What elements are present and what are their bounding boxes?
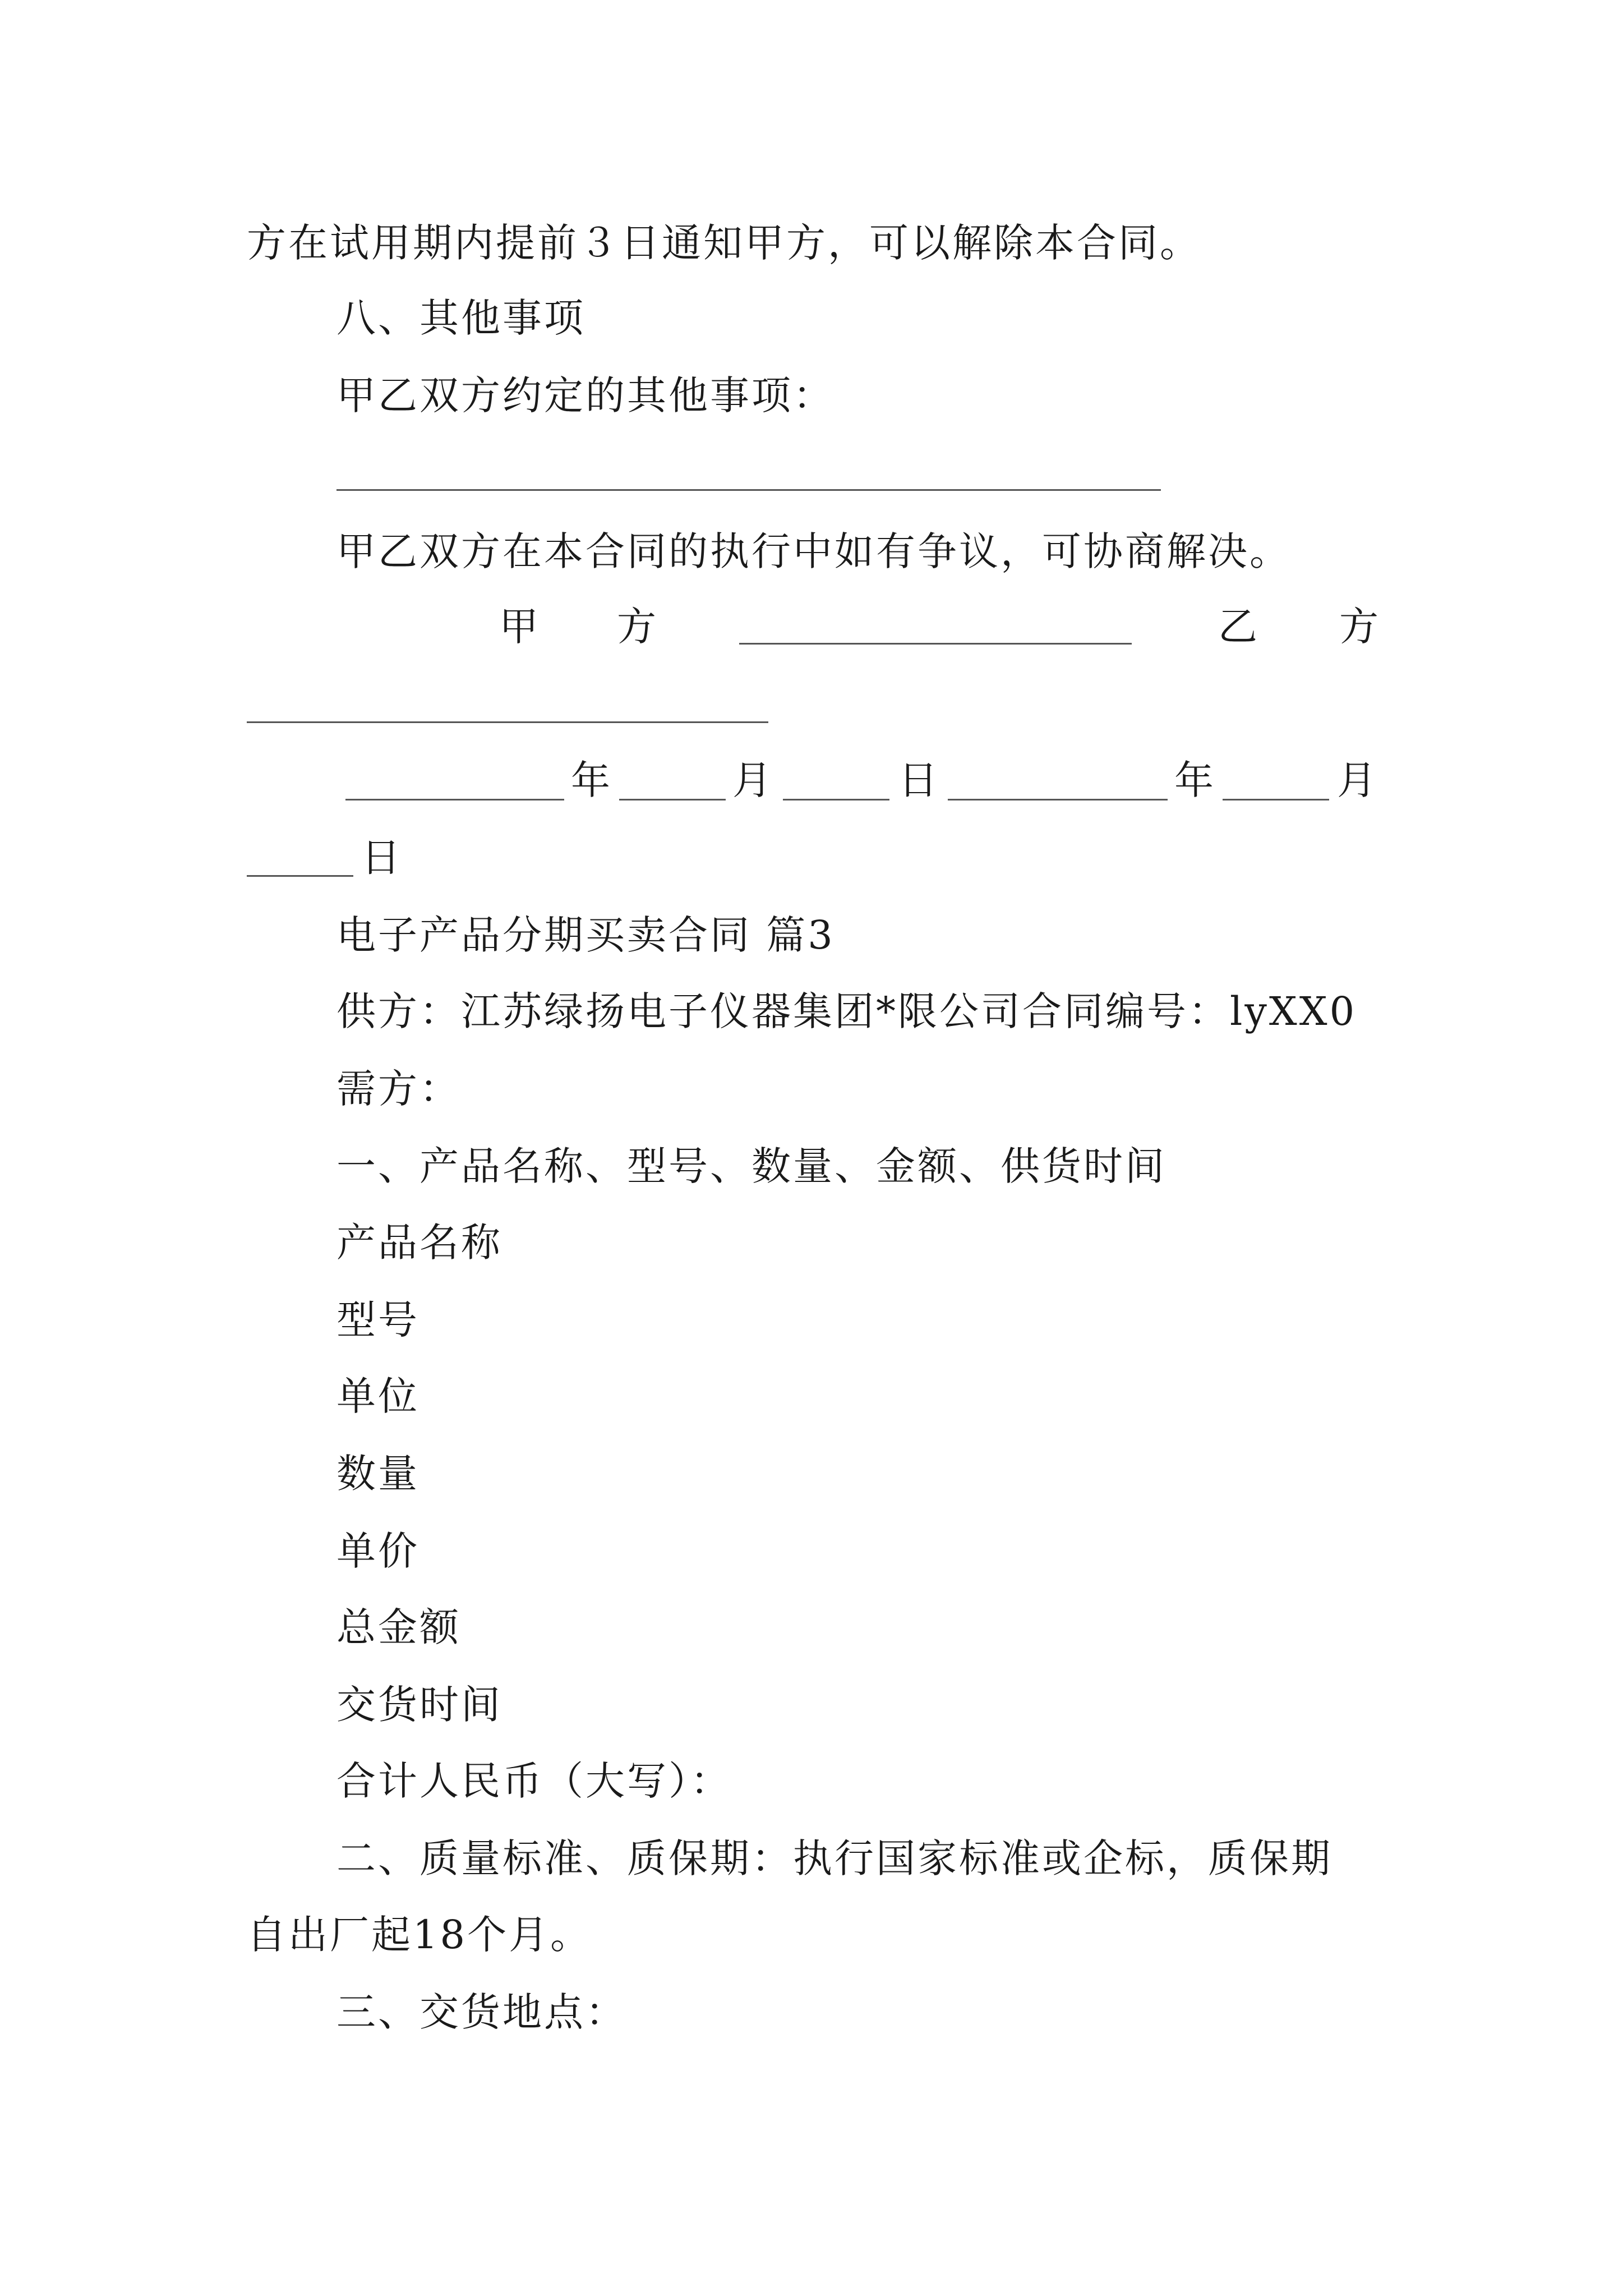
total-amount-line: 合计人民币（大写）： bbox=[336, 1758, 732, 1804]
paragraph-line: 甲乙双方在本合同的执行中如有争议，可协商解决。 bbox=[336, 528, 1291, 574]
buyer-line: 需方： bbox=[336, 1066, 461, 1112]
date-month-label: 月 bbox=[732, 757, 772, 803]
party-b-label: 乙 bbox=[1218, 604, 1257, 650]
date-day-label: 日 bbox=[361, 835, 400, 881]
section-heading: 一、产品名称、型号、数量、金额、供货时间 bbox=[336, 1143, 1166, 1189]
field-label: 交货时间 bbox=[336, 1682, 502, 1728]
field-label: 数量 bbox=[336, 1451, 419, 1497]
date-year-label: 年 bbox=[1174, 757, 1214, 803]
year-blank-line bbox=[345, 799, 564, 800]
month-blank-line bbox=[1223, 799, 1329, 800]
date-year-label: 年 bbox=[571, 757, 610, 803]
party-b-signature-line bbox=[247, 721, 768, 723]
party-a-signature-line bbox=[739, 643, 1132, 645]
field-label: 单价 bbox=[336, 1528, 419, 1574]
party-b-label: 方 bbox=[1339, 604, 1378, 650]
blank-fill-line bbox=[336, 489, 1161, 491]
field-label: 产品名称 bbox=[336, 1220, 502, 1266]
field-label: 总金额 bbox=[336, 1604, 461, 1650]
year-blank-line bbox=[948, 799, 1168, 800]
supplier-line: 供方：江苏绿扬电子仪器集团*限公司合同编号：lyXX0 bbox=[336, 988, 1357, 1034]
section-heading: 三、交货地点： bbox=[336, 1989, 627, 2035]
date-day-label: 日 bbox=[898, 757, 938, 803]
date-month-label: 月 bbox=[1337, 757, 1376, 803]
day-blank-line bbox=[247, 875, 353, 877]
paragraph-line: 方在试用期内提前３日通知甲方，可以解除本合同。 bbox=[247, 220, 1201, 266]
field-label: 单位 bbox=[336, 1373, 419, 1419]
paragraph-line: 甲乙双方约定的其他事项： bbox=[336, 372, 834, 418]
contract-title: 电子产品分期买卖合同 篇3 bbox=[336, 912, 835, 958]
party-a-label: 方 bbox=[617, 604, 656, 650]
month-blank-line bbox=[619, 799, 726, 800]
paragraph-line: 自出厂起18个月。 bbox=[247, 1912, 592, 1958]
party-a-label: 甲 bbox=[499, 604, 538, 650]
section-heading: 二、质量标准、质保期：执行国家标准或企标，质保期 bbox=[336, 1835, 1332, 1881]
section-heading: 八、其他事项 bbox=[336, 295, 585, 341]
day-blank-line bbox=[783, 799, 889, 800]
field-label: 型号 bbox=[336, 1297, 419, 1343]
